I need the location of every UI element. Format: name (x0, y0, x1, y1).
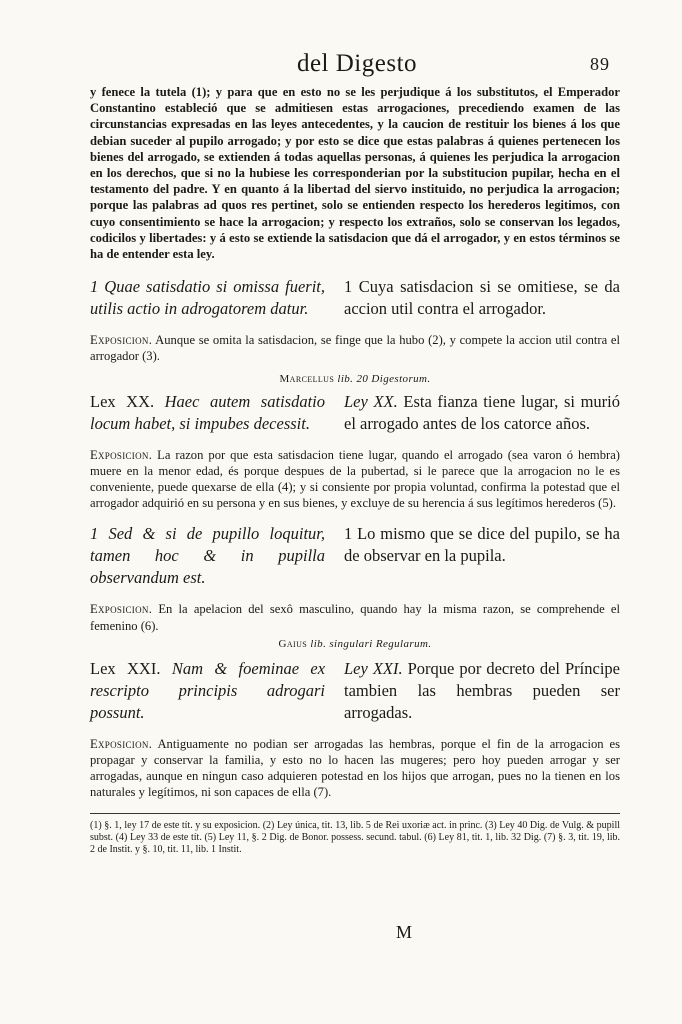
source-heading-gaius (90, 638, 620, 650)
lex-20-latin-label: Lex XX. (90, 391, 155, 411)
footnote-rule (90, 813, 620, 814)
source-author: Gaius (278, 637, 308, 650)
exposicion-label: Exposicion. (90, 333, 153, 348)
lex-21-columns (90, 658, 620, 724)
source-work: lib. singulari Regularum. (310, 637, 432, 650)
exposicion-label: Exposicion. (90, 447, 153, 462)
running-title: del Digesto (296, 50, 418, 77)
exposicion-text: En la apelacion del sexô masculino, quando hay la misma razon, se comprehende el femenino (6). (90, 602, 621, 633)
lex-20-exposicion (90, 447, 620, 512)
page-header (100, 44, 614, 84)
footnotes: (1) §. 1, ley 17 de este tít. y su exposicion. (2) Ley única, tit. 13, lib. 5 de Rei uxoriæ act. in princ. (3) Ley 40 Dig. de Vulg. & pupill subst. (4) Ley 33 de este tít. (5) Ley 11, §. 2 Dig. de Bonor. possess. secund. tabul. (6) Ley 81, tit. 1, lib. 32 Dig. (7) §. 3, tit. 19, lib. 2 de Instit. y §. 10, tit. 11, lib. 1 Instit. (90, 819, 620, 856)
lex-21-spanish-label: Ley XXI. (344, 658, 403, 678)
signature-mark: M (396, 922, 414, 942)
source-work: lib. 20 Digestorum. (337, 372, 431, 385)
section-1-exposicion (90, 332, 620, 364)
lex-21-exposicion (90, 736, 620, 801)
lex-20-columns (90, 391, 620, 435)
section-1-latin: 1 Quae satisdatio si omissa fuerit, utilis actio in adrogatorem datur. (90, 277, 325, 319)
page-number: 89 (590, 54, 610, 74)
exposicion-text: La razon por que esta satisdacion tiene lugar, quando el arrogado (sea varon ó hembra) muere en la menor edad, és porque despues de la pubertad, si le parece que la arrogacion no le es conveniente, puede quexarse de ella (4); y si consiente por propia voluntad, confirma la potestad que el arrogador adquirió en su persona y en sus bienes, y excluye de su herencia á sus legítimos herederos (5). (90, 447, 620, 511)
exposicion-text: Aunque se omita la satisdacion, se finge que la hubo (2), y compete la accion util contra el arrogador (3). (90, 333, 620, 364)
section-2-columns (90, 523, 620, 589)
lex-21-latin (90, 658, 325, 724)
lex-20-spanish (344, 391, 620, 435)
lex-21-latin-text: Nam & foeminae ex rescripto principis adrogari possunt. (90, 658, 326, 722)
intro-paragraph: y fenece la tutela (1); y para que en esto no se les perjudique á los substitutos, el Emperador Constantino estableció que se admitiesen estas arrogaciones, precediendo examen de las circunstancias expresadas en las leyes antecedentes, y la caucion de restituir los bienes á los que debian suceder al pupilo arrogado; y por esto se dice que estas palabras á quienes pertenecen los bienes del arrogado, se extienden á todas aquellas personas, á quienes les perjudica la arrogacion en los derechos, que si no la hubiese les corresponderian por la substitucion pupilar, hecha en el testamento del padre. Y en quanto á la libertad del siervo instituido, no perjudica la arrogacion; porque las palabras ad quos res pertinet, solo se entienden respecto los herederos legitimos, con cuyo consentimiento se hace la arrogacion; y respecto los extraños, solo se conservan los legados, codicilos y libertades: y á esto se extiende la satisdacion que dá el arrogador, y en estos términos se ha de entender esta ley. (90, 85, 620, 262)
exposicion-text: Antiguamente no podian ser arrogadas las hembras, porque el fin de la arrogacion es propagar y conservar la familia, y esto no lo hacen las mugeres; pero hoy pueden arrogar y ser arrogadas, aunque en ningun caso adquieren potestad en los hijos que arrogan, pues no la tienen en los naturales y legítimos, ni son capaces de ella (7). (90, 736, 620, 800)
section-2-latin: 1 Sed & si de pupillo loquitur, tamen hoc & in pupilla observandum est. (90, 524, 325, 588)
lex-20-spanish-text: Esta fianza tiene lugar, si murió el arrogado antes de los catorce años. (344, 391, 621, 433)
page-body (90, 84, 620, 856)
section-2-exposicion (90, 601, 620, 633)
lex-21-spanish-text: Porque por decreto del Príncipe tambien las hembras pueden ser arrogadas. (344, 658, 620, 722)
source-heading-marcellus (90, 373, 620, 385)
section-2-spanish: 1 Lo mismo que se dice del pupilo, se ha de observar en la pupila. (344, 524, 620, 566)
lex-21-latin-label: Lex XXI. (90, 658, 161, 678)
lex-20-spanish-label: Ley XX. (344, 391, 398, 411)
section-1-spanish: 1 Cuya satisdacion si se omitiese, se da accion util contra el arrogador. (344, 277, 620, 319)
exposicion-label: Exposicion. (90, 602, 153, 617)
lex-20-latin (90, 391, 325, 435)
lex-20-latin-text: Haec autem satisdatio locum habet, si impubes decessit. (90, 391, 325, 433)
section-1-columns (90, 276, 620, 320)
lex-21-spanish (344, 658, 620, 724)
source-author: Marcellus (279, 372, 335, 385)
exposicion-label: Exposicion. (90, 736, 153, 751)
